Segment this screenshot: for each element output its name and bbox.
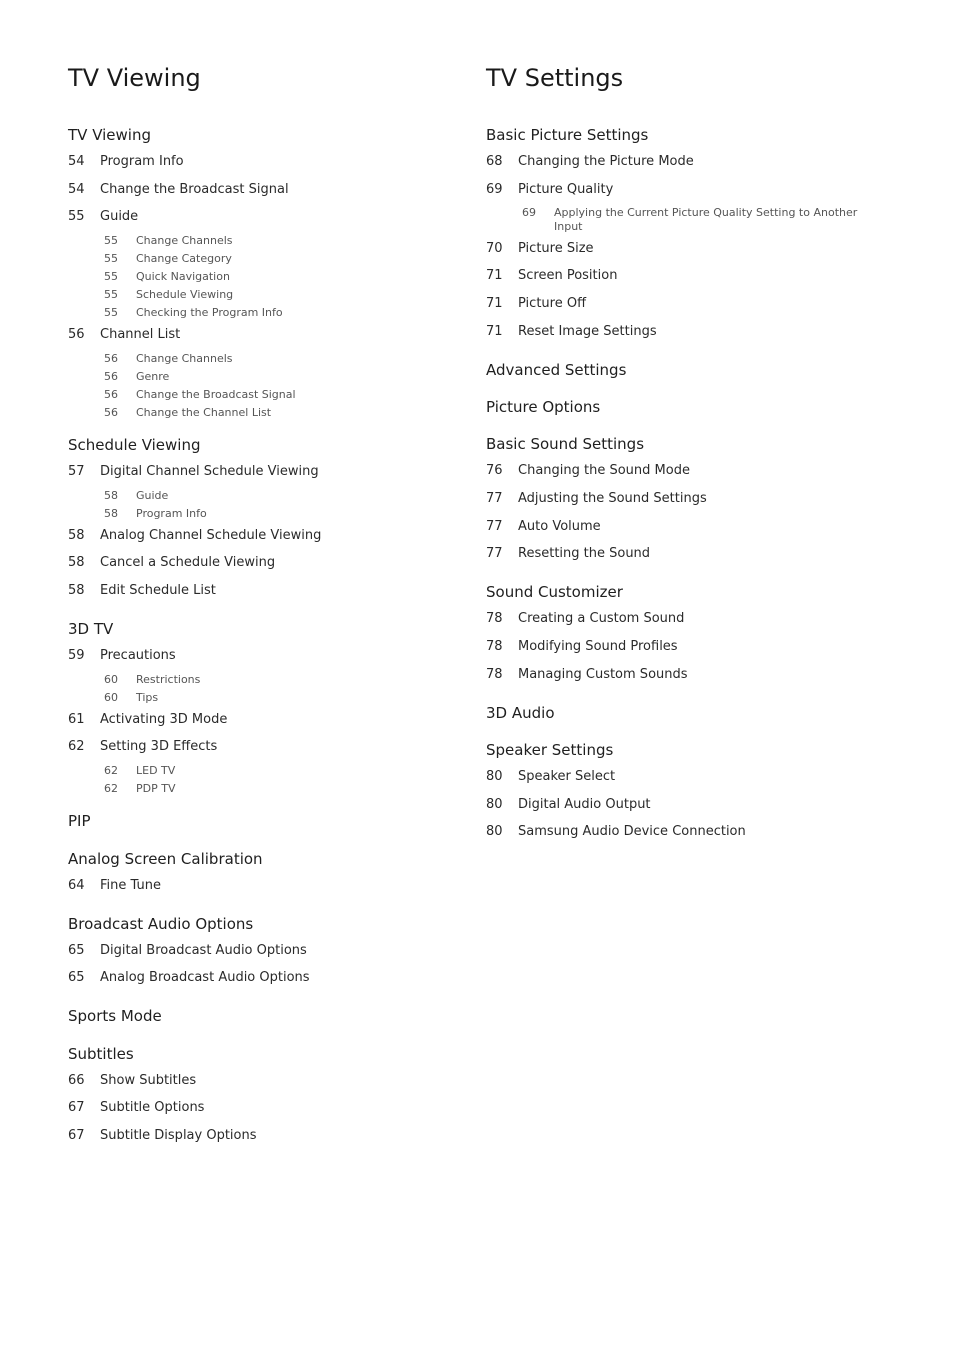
- page-number: 76: [486, 463, 503, 478]
- entry-title: Checking the Program Info: [136, 306, 283, 319]
- entry-title: Subtitle Display Options: [100, 1128, 257, 1143]
- page-number: 58: [104, 507, 118, 520]
- page-number: 71: [486, 324, 503, 339]
- page-number: 78: [486, 611, 503, 626]
- toc-subentry[interactable]: [104, 370, 169, 383]
- entry-title: Subtitle Options: [100, 1100, 205, 1115]
- entry-title: Show Subtitles: [100, 1073, 197, 1088]
- page-number: 80: [486, 769, 503, 784]
- entry-title: Tips: [136, 691, 159, 704]
- page-number: 54: [68, 182, 85, 197]
- toc-entry[interactable]: [486, 769, 615, 784]
- page-number: 80: [486, 797, 503, 812]
- page-number: 80: [486, 824, 503, 839]
- entry-title: Fine Tune: [100, 878, 161, 893]
- toc-subentry[interactable]: [104, 673, 200, 686]
- page-number: 58: [68, 528, 85, 543]
- toc-entry[interactable]: [68, 712, 227, 727]
- toc-entry[interactable]: [68, 464, 319, 479]
- page-number: 66: [68, 1073, 85, 1088]
- page-number: 68: [486, 154, 503, 169]
- entry-title: Digital Channel Schedule Viewing: [100, 464, 319, 479]
- entry-title: Managing Custom Sounds: [518, 667, 688, 682]
- page-number: 65: [68, 943, 85, 958]
- toc-subentry[interactable]: [104, 270, 230, 283]
- page-number: 58: [104, 489, 118, 502]
- toc-entry[interactable]: [486, 546, 650, 561]
- entry-title: Cancel a Schedule Viewing: [100, 555, 276, 570]
- page-number: 54: [68, 154, 85, 169]
- page-number: 55: [104, 252, 118, 265]
- toc-section-heading[interactable]: Sound Customizer: [486, 583, 623, 601]
- toc-entry[interactable]: [486, 463, 690, 478]
- entry-title: Guide: [100, 209, 139, 224]
- page-number: 64: [68, 878, 85, 893]
- toc-entry[interactable]: [486, 296, 586, 311]
- entry-title: LED TV: [136, 764, 176, 777]
- entry-title: Program Info: [100, 154, 184, 169]
- entry-title: Speaker Select: [518, 769, 616, 784]
- page-number: 77: [486, 546, 503, 561]
- entry-title: Modifying Sound Profiles: [518, 639, 678, 654]
- page-number: 77: [486, 491, 503, 506]
- entry-title: Setting 3D Effects: [100, 739, 218, 754]
- page-number: 62: [68, 739, 85, 754]
- entry-title: Changing the Picture Mode: [518, 154, 694, 169]
- toc-entry[interactable]: [486, 268, 617, 283]
- page-number: 62: [104, 764, 118, 777]
- toc-section-heading[interactable]: Basic Picture Settings: [486, 126, 649, 144]
- entry-title: Guide: [136, 489, 169, 502]
- toc-section-heading[interactable]: Analog Screen Calibration: [68, 850, 263, 868]
- entry-title: Analog Broadcast Audio Options: [100, 970, 310, 985]
- toc-section-heading[interactable]: Broadcast Audio Options: [68, 915, 254, 933]
- entry-title: Program Info: [136, 507, 207, 520]
- toc-entry[interactable]: [68, 970, 310, 985]
- toc-entry[interactable]: [68, 1128, 257, 1143]
- page-number: 67: [68, 1128, 85, 1143]
- entry-title: Picture Size: [518, 241, 594, 256]
- page-number: 60: [104, 691, 118, 704]
- entry-title: PDP TV: [136, 782, 176, 795]
- toc-entry[interactable]: [68, 583, 216, 598]
- entry-title: Change the Channel List: [136, 406, 272, 419]
- entry-title: Picture Off: [518, 296, 587, 311]
- page-number: 65: [68, 970, 85, 985]
- toc-section-heading[interactable]: 3D TV: [68, 620, 114, 638]
- toc-subentry[interactable]: [104, 388, 296, 401]
- toc-entry[interactable]: [486, 154, 694, 169]
- page-number: 59: [68, 648, 85, 663]
- page-number: 62: [104, 782, 118, 795]
- entry-title: Auto Volume: [518, 519, 601, 534]
- toc-subentry[interactable]: [104, 406, 271, 419]
- toc-subentry[interactable]: [104, 691, 158, 704]
- toc-section-heading[interactable]: Subtitles: [68, 1045, 134, 1063]
- page-number: 56: [68, 327, 85, 342]
- page-number: 55: [68, 209, 85, 224]
- entry-title: Change Channels: [136, 352, 233, 365]
- entry-title: Digital Audio Output: [518, 797, 651, 812]
- page-number: 78: [486, 667, 503, 682]
- toc-subentry[interactable]: [522, 206, 869, 234]
- toc-entry[interactable]: [68, 327, 180, 342]
- entry-title: Genre: [136, 370, 170, 383]
- entry-title: Channel List: [100, 327, 181, 342]
- toc-subentry[interactable]: [104, 288, 233, 301]
- toc-subentry[interactable]: [104, 782, 175, 795]
- toc-entry[interactable]: [68, 182, 289, 197]
- toc-section-heading[interactable]: Advanced Settings: [486, 361, 627, 379]
- toc-entry[interactable]: [486, 519, 601, 534]
- entry-title: Samsung Audio Device Connection: [518, 824, 746, 839]
- toc-section-heading[interactable]: Basic Sound Settings: [486, 435, 645, 453]
- toc-entry[interactable]: [486, 639, 678, 654]
- page-number: 56: [104, 352, 118, 365]
- toc-subentry[interactable]: [104, 489, 168, 502]
- toc-entry[interactable]: [486, 611, 684, 626]
- toc-subentry[interactable]: [104, 764, 175, 777]
- page-number: 70: [486, 241, 503, 256]
- page-number: 69: [522, 206, 536, 219]
- toc-entry[interactable]: [68, 528, 321, 543]
- page-number: 57: [68, 464, 85, 479]
- toc-entry[interactable]: [486, 241, 594, 256]
- toc-section-heading[interactable]: Sports Mode: [68, 1007, 162, 1025]
- page-number: 67: [68, 1100, 85, 1115]
- toc-section-heading[interactable]: Speaker Settings: [486, 741, 614, 759]
- entry-title: Analog Channel Schedule Viewing: [100, 528, 322, 543]
- entry-title: Changing the Sound Mode: [518, 463, 690, 478]
- toc-entry[interactable]: [486, 797, 651, 812]
- entry-title: Applying the Current Picture Quality Setting to Another Input: [554, 206, 858, 233]
- toc-subentry[interactable]: [104, 252, 232, 265]
- entry-title: Creating a Custom Sound: [518, 611, 685, 626]
- toc-entry[interactable]: [68, 1073, 196, 1088]
- toc-entry[interactable]: [486, 324, 657, 339]
- toc-section-heading[interactable]: 3D Audio: [486, 704, 555, 722]
- page-number: 78: [486, 639, 503, 654]
- toc-section-heading[interactable]: TV Viewing: [68, 126, 151, 144]
- page-number: 58: [68, 555, 85, 570]
- toc-section-heading[interactable]: Schedule Viewing: [68, 436, 201, 454]
- toc-entry[interactable]: [68, 555, 275, 570]
- column-title: TV Settings: [486, 64, 624, 92]
- toc-entry[interactable]: [486, 491, 707, 506]
- entry-title: Change Channels: [136, 234, 233, 247]
- page-number: 56: [104, 406, 118, 419]
- page-number: 55: [104, 234, 118, 247]
- toc-entry[interactable]: [68, 1100, 204, 1115]
- column-title: TV Viewing: [68, 64, 201, 92]
- entry-title: Reset Image Settings: [518, 324, 657, 339]
- toc-section-heading[interactable]: PIP: [68, 812, 91, 830]
- page-number: 55: [104, 288, 118, 301]
- entry-title: Digital Broadcast Audio Options: [100, 943, 307, 958]
- page-number: 58: [68, 583, 85, 598]
- page-number: 69: [486, 182, 503, 197]
- page-number: 56: [104, 388, 118, 401]
- page-number: 60: [104, 673, 118, 686]
- entry-title: Change Category: [136, 252, 232, 265]
- entry-title: Resetting the Sound: [518, 546, 651, 561]
- toc-entry[interactable]: [68, 878, 161, 893]
- entry-title: Precautions: [100, 648, 176, 663]
- page-number: 55: [104, 306, 118, 319]
- toc-entry[interactable]: [68, 943, 307, 958]
- entry-title: Adjusting the Sound Settings: [518, 491, 707, 506]
- toc-section-heading[interactable]: Picture Options: [486, 398, 601, 416]
- entry-title: Change the Broadcast Signal: [100, 182, 289, 197]
- toc-subentry[interactable]: [104, 306, 283, 319]
- toc-entry[interactable]: [68, 648, 176, 663]
- entry-title: Change the Broadcast Signal: [136, 388, 296, 401]
- toc-entry[interactable]: [68, 209, 138, 224]
- toc-entry[interactable]: [68, 739, 217, 754]
- toc-entry[interactable]: [486, 182, 613, 197]
- page-number: 55: [104, 270, 118, 283]
- entry-title: Activating 3D Mode: [100, 712, 228, 727]
- toc-entry[interactable]: [486, 667, 688, 682]
- toc-entry[interactable]: [486, 824, 746, 839]
- entry-title: Restrictions: [136, 673, 201, 686]
- toc-entry[interactable]: [68, 154, 184, 169]
- entry-title: Schedule Viewing: [136, 288, 234, 301]
- page-number: 61: [68, 712, 85, 727]
- page-number: 77: [486, 519, 503, 534]
- page-number: 71: [486, 268, 503, 283]
- toc-subentry[interactable]: [104, 507, 207, 520]
- toc-subentry[interactable]: [104, 352, 233, 365]
- entry-title: Edit Schedule List: [100, 583, 216, 598]
- page-number: 56: [104, 370, 118, 383]
- page-number: 71: [486, 296, 503, 311]
- entry-title: Screen Position: [518, 268, 618, 283]
- entry-title: Picture Quality: [518, 182, 614, 197]
- entry-title: Quick Navigation: [136, 270, 230, 283]
- toc-subentry[interactable]: [104, 234, 233, 247]
